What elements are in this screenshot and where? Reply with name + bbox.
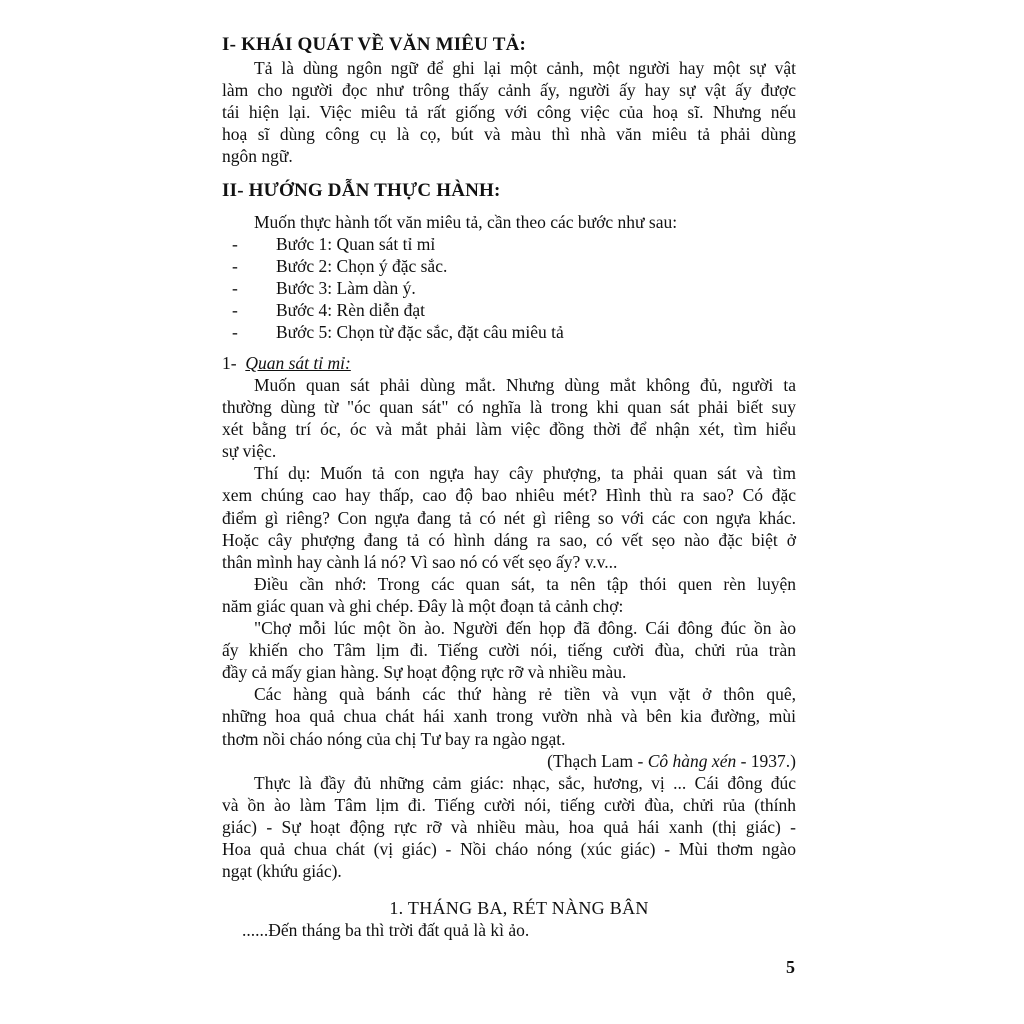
text-line: hoạ sĩ dùng công cụ là cọ, bút và màu thì nhà văn miêu tả phải dùng [222,124,796,145]
text-line: ngạt (khứu giác). [222,861,342,882]
citation-year: - 1937.) [736,750,796,771]
step-text: Bước 3: Làm dàn ý. [276,278,416,299]
example-first-line: ......Đến tháng ba thì trời đất quả là kì ảo. [242,920,530,940]
text-line: Tả là dùng ngôn ngữ để ghi lại một cảnh, một người hay một sự vật [254,58,796,78]
step-text: Bước 5: Chọn từ đặc sắc, đặt câu miêu tả [276,322,564,343]
steps-intro: Muốn thực hành tốt văn miêu tả, cần theo các bước như sau: [254,212,678,232]
step-text: Bước 2: Chọn ý đặc sắc. [276,256,448,277]
text-line: tái hiện lại. Việc miêu tả rất giống với công việc của hoạ sĩ. Nhưng nếu [222,102,796,123]
text-line: Hoa quả chua chát (vị giác) - Nồi cháo nóng (xúc giác) - Mùi thơm ngào [222,838,796,859]
body-text [222,374,796,882]
text-line: xét bằng trí óc, óc và mắt phải làm việc đồng thời để nhận xét, tìm hiểu [222,419,796,440]
list-item [222,321,796,343]
text-line: Thí dụ: Muốn tả con ngựa hay cây phượng, ta phải quan sát và tìm [254,463,796,484]
list-item [222,299,796,321]
citation [222,750,796,772]
text-line: "Chợ mỗi lúc một ồn ào. Người đến họp đã đông. Cái đông đúc ồn ào [254,618,796,639]
text-line: năm giác quan và ghi chép. Đây là một đoạn tả cảnh chợ: [222,595,624,616]
section-1-paragraph [222,57,796,167]
text-line: Điều cần nhớ: Trong các quan sát, ta nên tập thói quen rèn luyện [254,573,796,594]
text-line: ấy khiến cho Tâm lịm đi. Tiếng cười nói, tiếng cười đùa, chửi rủa tràn [222,640,796,661]
list-item [222,277,796,299]
example-title: 1. THÁNG BA, RÉT NÀNG BÂN [389,898,649,918]
bullet-dash: - [232,256,238,277]
text-line: giác) - Sự hoạt động rực rỡ và nhiều màu, hoa quả hái xanh (thị giác) - [222,816,796,837]
text-line: và ồn ào làm Tâm lịm đi. Tiếng cười nói, tiếng cười đùa, chửi rủa (thính [222,794,796,815]
text-line: Hoặc cây phượng đang tả có hình dáng ra sao, có vết sẹo nào đặc biệt ở [222,529,796,550]
step-text: Bước 4: Rèn diễn đạt [276,300,425,321]
text-line: những hoa quả chua chát hái xanh trong vườn nhà và bên kia đường, mùi [222,706,796,727]
section-2-heading: II- HƯỚNG DẪN THỰC HÀNH: [222,180,501,201]
bullet-dash: - [232,278,238,299]
text-line: Các hàng quà bánh các thứ hàng rẻ tiền và vụn vặt ở thôn quê, [254,684,796,705]
text-line: xem chúng cao hay thấp, cao độ bao nhiêu mét? Hình thù ra sao? Có đặc [222,485,796,506]
text-line: làm cho người đọc như trông thấy cảnh ấy, người ấy hay sự vật ấy được [222,80,796,101]
bullet-dash: - [232,234,238,255]
text-line: Thực là đầy đủ những cảm giác: nhạc, sắc, hương, vị ... Cái đông đúc [254,772,796,793]
section-1-heading: I- KHÁI QUÁT VỀ VĂN MIÊU TẢ: [222,34,527,55]
citation-work: Cô hàng xén [647,750,737,771]
page-number: 5 [786,957,795,977]
step-text: Bước 1: Quan sát tỉ mỉ [276,234,436,255]
text-line: thường dùng từ "óc quan sát" có nghĩa là trong khi quan sát phải biết suy [222,397,796,418]
text-line: thân mình hay cành lá nó? Vì sao nó có vết sẹo ấy? v.v... [222,551,618,572]
subsection-heading [222,352,796,374]
text-line: thơm nồi cháo nóng của chị Tư bay ra ngào ngạt. [222,728,566,749]
list-item [222,255,796,277]
text-line: đầy cả mấy gian hàng. Sự hoạt động rực rỡ và nhiều màu. [222,662,627,683]
citation-author: (Thạch Lam - [547,750,648,771]
bullet-dash: - [232,300,238,321]
list-item [222,233,796,255]
text-line: điểm gì riêng? Con ngựa đang tả có nét gì riêng so với các con ngựa khác. [222,507,796,528]
steps-block [222,211,796,344]
subsection-number: 1- [222,353,237,373]
subsection-title: Quan sát tỉ mỉ: [245,353,351,373]
text-line: sự việc. [222,441,277,462]
text-line: Muốn quan sát phải dùng mắt. Nhưng dùng mắt không đủ, người ta [254,375,796,395]
text-line: ngôn ngữ. [222,146,293,167]
bullet-dash: - [232,322,238,343]
